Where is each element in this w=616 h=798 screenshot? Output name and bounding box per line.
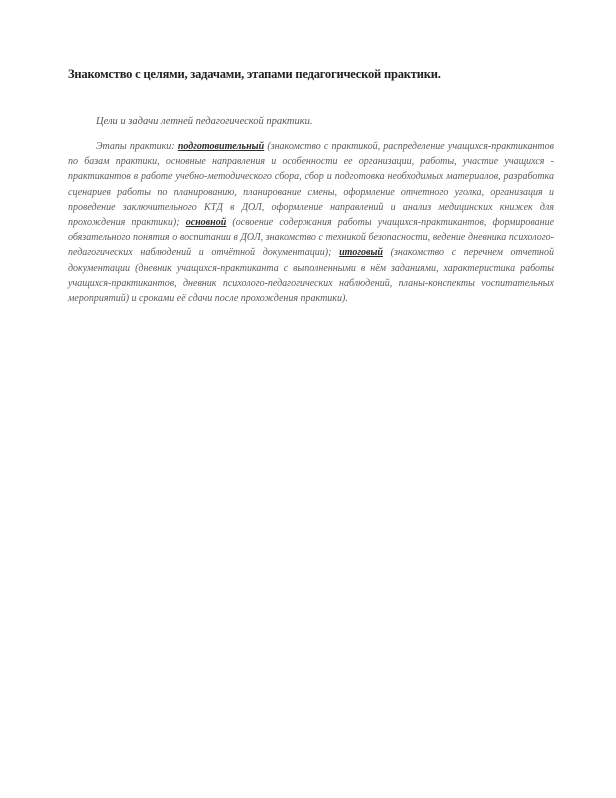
stage-term-final: итоговый <box>339 247 383 259</box>
stage-term-main: основной <box>185 217 227 229</box>
stage-term-preparatory: подготовительный <box>177 141 265 152</box>
stage-text-final: (знакомство с перечнем отчетной документации (дневник учащихся-практиканта с выполненными в нём заданиями, характеристика работы учащихся-практикантов, дневник психолого-педагогических наблюдений, планы-конспекты voспитательных мероприятий) и сроками её сдачи после прохождения практики). <box>68 247 554 305</box>
document-heading: Знакомство с целями, задачами, этапами педагогической практики. <box>68 67 441 81</box>
goals-line: Цели и задачи летней педагогической практики. <box>96 116 313 127</box>
stages-intro: Этапы практики: <box>96 141 175 152</box>
body-paragraph <box>68 139 554 306</box>
stage-text-preparatory: (знакомство с практикой, распределение учащихся-практикантов по базам практики, основные направления и особенности ее организации, работы, участие учащихся - практикантов в работе учебно-методического сбора, сбор и подготовка необходимых материалов, разработка сценариев работы по планированию, планирование смены, оформление отчетного уголка, организация и проведение заключительного КТД в ДОЛ, оформление направлений и анализ медицинских книжек для прохождения практики); <box>68 141 554 229</box>
stage-text-main: (освоение содержания работы учащихся-практикантов, формирование обязательного понятия о воспитании в ДОЛ, знакомство с техникой безопасности, ведение дневника психолого-педагогических наблюдений и отчётной документации); <box>68 217 555 259</box>
